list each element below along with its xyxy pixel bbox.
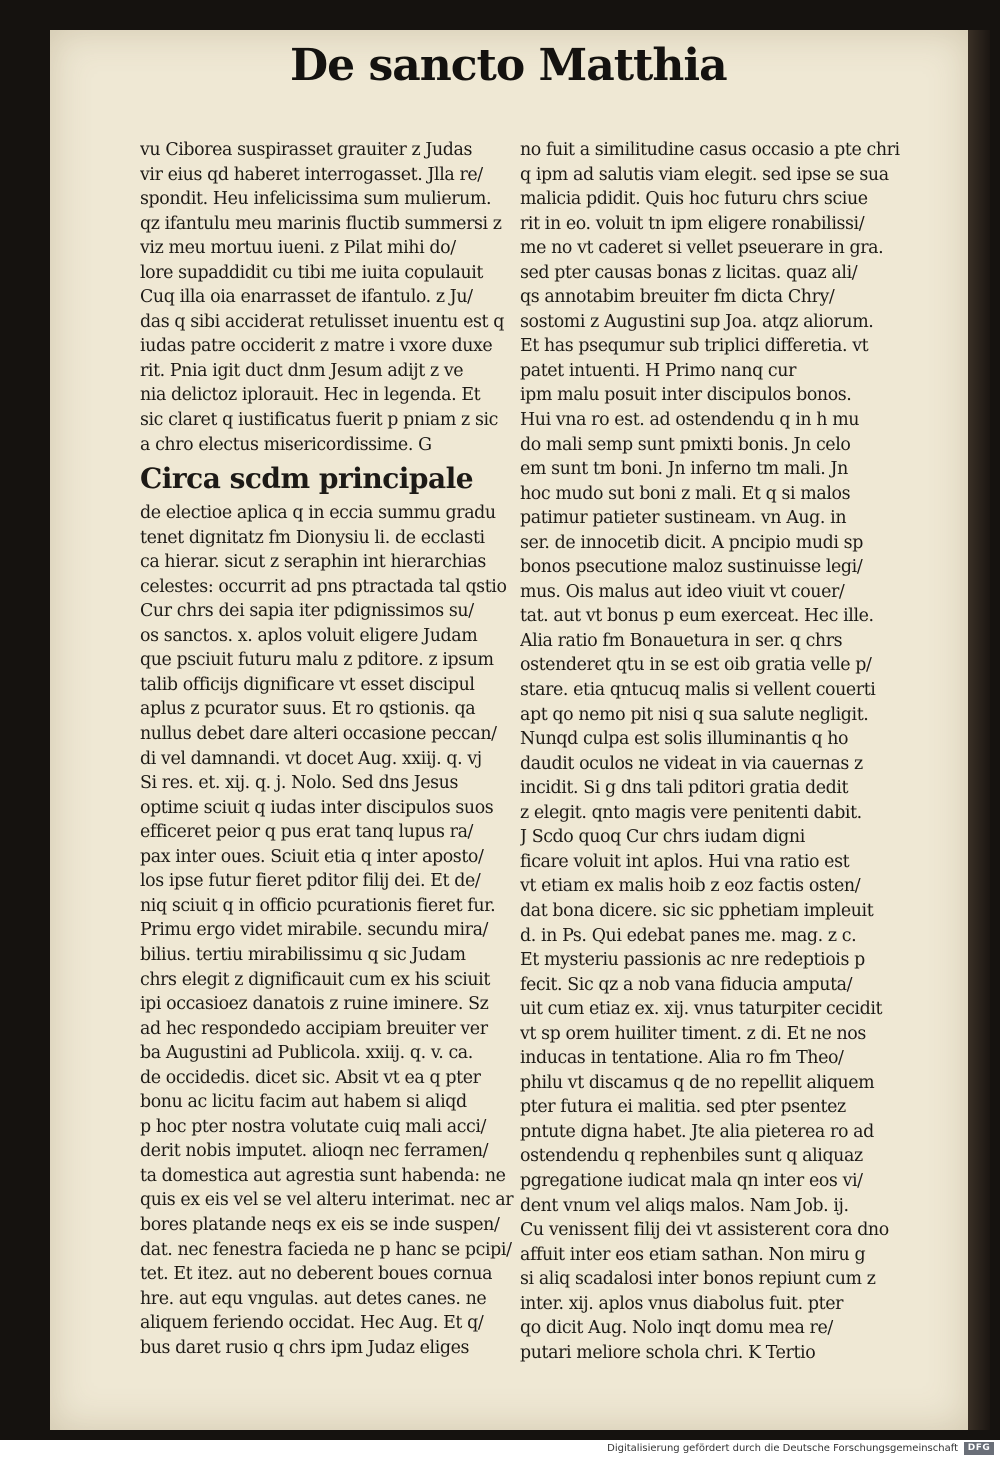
text-line: vt etiam ex malis hoib z eoz factis osten/ <box>520 876 861 897</box>
text-line: Alia ratio fm Bonauetura in ser. q chrs <box>520 630 843 651</box>
text-line: J Scdo quoq Cur chrs iudam digni <box>520 827 805 848</box>
text-line: mus. Ois malus aut ideo viuit vt couer/ <box>520 581 845 602</box>
text-line: patimur patieter sustineam. vn Aug. in <box>520 508 847 529</box>
text-line: optime sciuit q iudas inter discipulos suos <box>140 797 494 818</box>
text-line: dent vnum vel aliqs malos. Nam Job. ij. <box>520 1195 849 1216</box>
text-line: pter futura ei malitia. sed pter psentez <box>520 1097 846 1118</box>
text-line: niq sciuit q in officio pcurationis fieret fur. <box>140 895 496 916</box>
text-line: no fuit a similitudine casus occasio a pte chri <box>520 140 900 160</box>
text-line: inducas in tentatione. Alia ro fm Theo/ <box>520 1048 844 1069</box>
text-line: bilius. tertiu mirabilissimu q sic Judam <box>140 944 466 965</box>
text-line: tat. aut vt bonus p eum exerceat. Hec ille. <box>520 606 874 627</box>
text-line: incidit. Si g dns tali pditori gratia dedit <box>520 778 849 799</box>
text-line: nullus debet dare alteri occasione peccan/ <box>140 724 497 745</box>
text-line: los ipse futur fieret pditor filij dei. Et de/ <box>140 871 481 892</box>
text-line: si aliq scadalosi inter bonos repiunt cum z <box>520 1269 876 1290</box>
text-line: putari meliore schola chri. K Tertio <box>520 1342 816 1363</box>
text-line: bus daret rusio q chrs ipm Judaz eliges <box>140 1337 470 1358</box>
text-line: rit in eo. voluit tn ipm eligere ronabilissi/ <box>520 213 865 234</box>
text-line: sic claret q iustificatus fuerit p pniam z sic <box>140 410 498 431</box>
text-line: tenet dignitatz fm Dionysiu li. de ecclasti <box>140 527 485 548</box>
text-line: pgregatione iudicat mala qn inter eos vi/ <box>520 1170 863 1191</box>
text-line: qz ifantulu meu marinis fluctib summersi z <box>140 213 502 234</box>
dfg-logo: DFG <box>964 1442 994 1455</box>
text-line: inter. xij. aplos vnus diabolus fuit. pter <box>520 1293 844 1314</box>
text-line: fecit. Sic qz a nob vana fiducia amputa/ <box>520 974 853 995</box>
text-line: Cuq illa oia enarrasset de ifantulo. z Ju/ <box>140 287 473 308</box>
text-line: ostendendu q rephenbiles sunt q aliquaz <box>520 1146 863 1167</box>
text-line: tet. Et itez. aut no deberent boues cornua <box>140 1264 493 1285</box>
text-line: spondit. Heu infelicissima sum mulierum. <box>140 189 492 210</box>
funding-note: Digitalisierung gefördert durch die Deutsche Forschungsgemeinschaft <box>607 1443 958 1454</box>
text-line: patet intuenti. H Primo nanq cur <box>520 360 796 381</box>
text-line: qs annotabim breuiter fm dicta Chry/ <box>520 287 835 308</box>
text-line: quis ex eis vel se vel alteru interimat. nec ar <box>140 1190 514 1211</box>
text-line: chrs elegit z dignificauit cum ex his sciuit <box>140 969 490 990</box>
text-line: em sunt tm boni. Jn inferno tm mali. Jn <box>520 459 848 480</box>
text-line: ad hec respondedo accipiam breuiter ver <box>140 1018 488 1039</box>
text-line: ta domestica aut agrestia sunt habenda: ne <box>140 1165 506 1186</box>
text-line: di vel damnandi. vt docet Aug. xxiij. q. vj <box>140 748 482 769</box>
text-line: Primu ergo videt mirabile. secundu mira/ <box>140 920 489 941</box>
text-line: os sanctos. x. aplos voluit eligere Judam <box>140 625 478 646</box>
text-line: vu Ciborea suspirasset grauiter z Judas <box>140 140 472 160</box>
page-edge-shadow <box>968 30 990 1430</box>
running-title: De sancto Matthia <box>290 40 727 91</box>
text-line: ser. de innocetib dicit. A pncipio mudi sp <box>520 532 863 553</box>
text-line: dat. nec fenestra facieda ne p hanc se pcipi/ <box>140 1239 512 1260</box>
text-line: das q sibi acciderat retulisset inuentu est q <box>140 311 504 332</box>
text-line: que psciuit futuru malu z pditore. z ipsum <box>140 650 494 671</box>
text-line: philu vt discamus q de no repellit aliquem <box>520 1072 875 1093</box>
text-line: ca hierar. sicut z seraphin int hierarchias <box>140 552 486 573</box>
text-line: de occidedis. dicet sic. Absit vt ea q pter <box>140 1067 481 1088</box>
text-line: vt sp orem huiliter timent. z di. Et ne nos <box>520 1023 866 1044</box>
text-line: talib officijs dignificare vt esset discipul <box>140 674 475 695</box>
text-line: ipm malu posuit inter discipulos bonos. <box>520 385 852 406</box>
text-line: Et has psequmur sub triplici differetia. vt <box>520 336 869 357</box>
text-line: Si res. et. xij. q. j. Nolo. Sed dns Jesus <box>140 773 459 794</box>
text-line: stare. etia qntucuq malis si vellent couerti <box>520 680 876 701</box>
text-line: iudas patre occiderit z matre i vxore duxe <box>140 336 493 357</box>
text-line: rit. Pnia igit duct dnm Jesum adijt z ve <box>140 360 464 381</box>
text-line: z elegit. qnto magis vere penitenti dabit. <box>520 802 862 823</box>
text-line: me no vt caderet si vellet pseuerare in gra. <box>520 238 884 259</box>
text-line: qo dicit Aug. Nolo inqt domu mea re/ <box>520 1318 833 1339</box>
text-line: ba Augustini ad Publicola. xxiij. q. v. ca. <box>140 1043 473 1064</box>
text-line: a chro electus misericordissime. G <box>140 434 432 455</box>
text-line: bonos psecutione maloz sustinuisse legi/ <box>520 557 863 578</box>
text-line: Nunqd culpa est solis illuminantis q ho <box>520 729 849 750</box>
text-line: celestes: occurrit ad pns ptractada tal qstio <box>140 576 507 597</box>
text-line: derit nobis imputet. alioqn nec ferramen/ <box>140 1141 489 1162</box>
text-line: d. in Ps. Qui edebat panes me. mag. z c. <box>520 925 857 946</box>
text-line: Et mysteriu passionis ac nre redeptiois p <box>520 950 865 971</box>
text-line: vir eius qd haberet interrogasset. Jlla re/ <box>140 164 483 185</box>
text-line: sostomi z Augustini sup Joa. atqz aliorum. <box>520 311 874 332</box>
text-line: uit cum etiaz ex. xij. vnus taturpiter cecidit <box>520 999 883 1020</box>
text-line: efficeret peior q pus erat tanq lupus ra/ <box>140 822 474 843</box>
text-line: q ipm ad salutis viam elegit. sed ipse se sua <box>520 164 889 185</box>
text-line: dat bona dicere. sic sic pphetiam impleuit <box>520 900 874 921</box>
text-line: ficare voluit int aplos. Hui vna ratio est <box>520 851 850 872</box>
text-line: ostenderet qtu in se est oib gratia velle p/ <box>520 655 872 676</box>
text-line: hre. aut equ vngulas. aut detes canes. ne <box>140 1288 487 1309</box>
text-line: malicia pdidit. Quis hoc futuru chrs sciue <box>520 189 868 210</box>
text-line: hoc mudo sut boni z mali. Et q si malos <box>520 483 851 504</box>
text-line: Cu venissent filij dei vt assisterent cora dno <box>520 1220 889 1241</box>
text-line: ipi occasioez danatois z ruine iminere. Sz <box>140 994 489 1015</box>
text-line: pax inter oues. Sciuit etia q inter aposto/ <box>140 846 484 867</box>
text-line: bonu ac licitu facim aut habem si aliqd <box>140 1092 467 1113</box>
text-line: lore supaddidit cu tibi me iuita copulauit <box>140 262 484 283</box>
text-line: de electioe aplica q in eccia summu gradu <box>140 503 496 524</box>
text-line: apt qo nemo pit nisi q sua salute negligit. <box>520 704 869 725</box>
text-line: aplus z pcurator suus. Et ro qstionis. qa <box>140 699 476 720</box>
text-line: pntute digna habet. Jte alia pieterea ro ad <box>520 1121 874 1142</box>
text-line: bores platande neqs ex eis se inde suspen/ <box>140 1214 500 1235</box>
text-line: sed pter causas bonas z licitas. quaz ali/ <box>520 262 858 283</box>
text-line: p hoc pter nostra volutate cuiq mali acci/ <box>140 1116 487 1137</box>
text-line: daudit oculos ne videat in via cauernas z <box>520 753 863 774</box>
text-line: viz meu mortuu iueni. z Pilat mihi do/ <box>140 238 456 259</box>
section-heading: Circa scdm principale <box>140 462 474 496</box>
text-line: nia delictoz iplorauit. Hec in legenda. Et <box>140 385 481 406</box>
text-line: aliquem feriendo occidat. Hec Aug. Et q/ <box>140 1313 484 1334</box>
text-line: Cur chrs dei sapia iter pdignissimos su/ <box>140 601 474 622</box>
text-line: affuit inter eos etiam sathan. Non miru g <box>520 1244 866 1265</box>
text-line: Hui vna ro est. ad ostendendu q in h mu <box>520 410 860 431</box>
text-line: do mali semp sunt pmixti bonis. Jn celo <box>520 434 851 455</box>
right-column <box>520 138 940 1365</box>
left-column <box>140 138 524 1360</box>
